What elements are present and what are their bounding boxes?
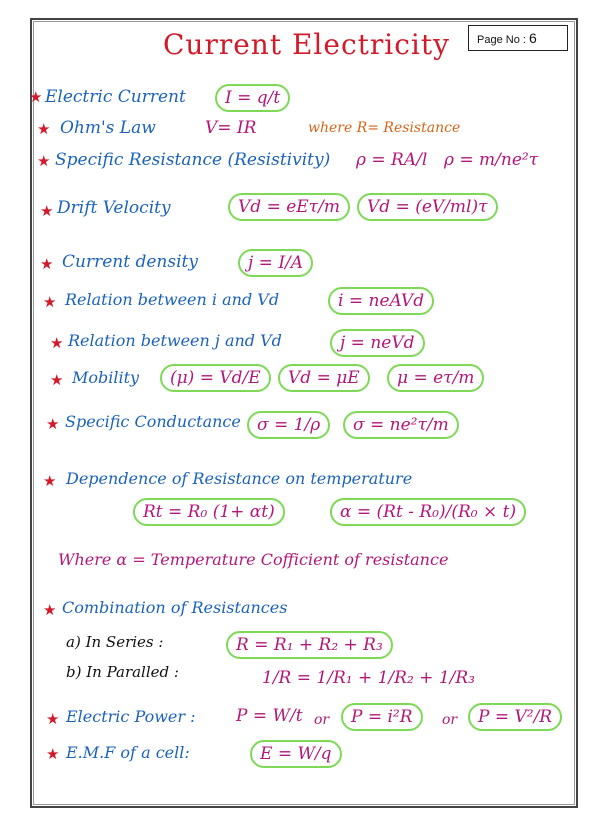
- relation-j-vd-formula: j = neVd: [330, 329, 425, 357]
- star-icon: ★: [40, 202, 54, 220]
- temp-formula-1: Rt = R₀ (1+ αt): [133, 498, 285, 526]
- temp-formula-2: α = (Rt - R₀)/(R₀ × t): [330, 498, 526, 526]
- ohms-law-note: where R= Resistance: [308, 120, 461, 136]
- page-number: 6: [528, 30, 537, 46]
- electric-current-label: Electric Current: [45, 87, 186, 107]
- emf-formula: E = W/q: [250, 740, 342, 768]
- temp-coefficient-note: Where α = Temperature Cofficient of resistance: [58, 550, 449, 569]
- conductance-formula-2: σ = ne²τ/m: [343, 411, 459, 439]
- star-icon: ★: [29, 88, 43, 106]
- star-icon: ★: [43, 293, 57, 311]
- star-icon: ★: [46, 415, 60, 433]
- power-or-2: or: [442, 712, 458, 728]
- page-number-box: [468, 25, 568, 51]
- conductance-formula-1: σ = 1/ρ: [247, 411, 330, 439]
- mobility-formula-2: Vd = μE: [278, 364, 370, 392]
- page-number-label: Page No :: [477, 34, 526, 46]
- star-icon: ★: [46, 710, 60, 728]
- electric-power-label: Electric Power :: [66, 707, 196, 726]
- star-icon: ★: [37, 152, 51, 170]
- drift-velocity-label: Drift Velocity: [57, 198, 171, 218]
- power-formula-3: P = V²/R: [468, 703, 562, 731]
- drift-velocity-formula-1: Vd = eEτ/m: [228, 193, 350, 221]
- star-icon: ★: [43, 472, 57, 490]
- power-formula-2: P = i²R: [341, 703, 423, 731]
- star-icon: ★: [50, 334, 64, 352]
- relation-j-vd-label: Relation between j and Vd: [68, 331, 282, 350]
- mobility-label: Mobility: [72, 368, 140, 387]
- ohms-law-formula: V= IR: [205, 118, 257, 138]
- combination-label: Combination of Resistances: [62, 598, 288, 617]
- star-icon: ★: [37, 120, 51, 138]
- star-icon: ★: [40, 255, 54, 273]
- power-formula-1: P = W/t: [236, 706, 303, 726]
- electric-current-formula: I = q/t: [215, 84, 290, 112]
- parallel-label: b) In Paralled :: [66, 663, 179, 681]
- current-density-formula: j = I/A: [238, 249, 313, 277]
- page-title: Current Electricity: [163, 28, 450, 61]
- mobility-formula-3: μ = eτ/m: [387, 364, 484, 392]
- series-formula: R = R₁ + R₂ + R₃: [226, 631, 393, 659]
- resistivity-formula-2: ρ = m/ne²τ: [444, 150, 539, 170]
- star-icon: ★: [46, 745, 60, 763]
- specific-resistance-label: Specific Resistance (Resistivity): [55, 150, 331, 170]
- relation-i-vd-label: Relation between i and Vd: [65, 290, 280, 309]
- parallel-formula: 1/R = 1/R₁ + 1/R₂ + 1/R₃: [262, 668, 475, 688]
- emf-label: E.M.F of a cell:: [66, 743, 190, 762]
- current-density-label: Current density: [62, 252, 198, 272]
- temp-dependence-label: Dependence of Resistance on temperature: [66, 469, 413, 488]
- ohms-law-label: Ohm's Law: [60, 118, 156, 138]
- power-or-1: or: [314, 712, 330, 728]
- mobility-formula-1: (μ) = Vd/E: [160, 364, 271, 392]
- resistivity-formula-1: ρ = RA/l: [356, 150, 428, 170]
- specific-conductance-label: Specific Conductance: [65, 412, 241, 431]
- series-label: a) In Series :: [66, 633, 164, 651]
- relation-i-vd-formula: i = neAVd: [328, 287, 434, 315]
- star-icon: ★: [50, 371, 64, 389]
- star-icon: ★: [43, 601, 57, 619]
- drift-velocity-formula-2: Vd = (eV/ml)τ: [357, 193, 498, 221]
